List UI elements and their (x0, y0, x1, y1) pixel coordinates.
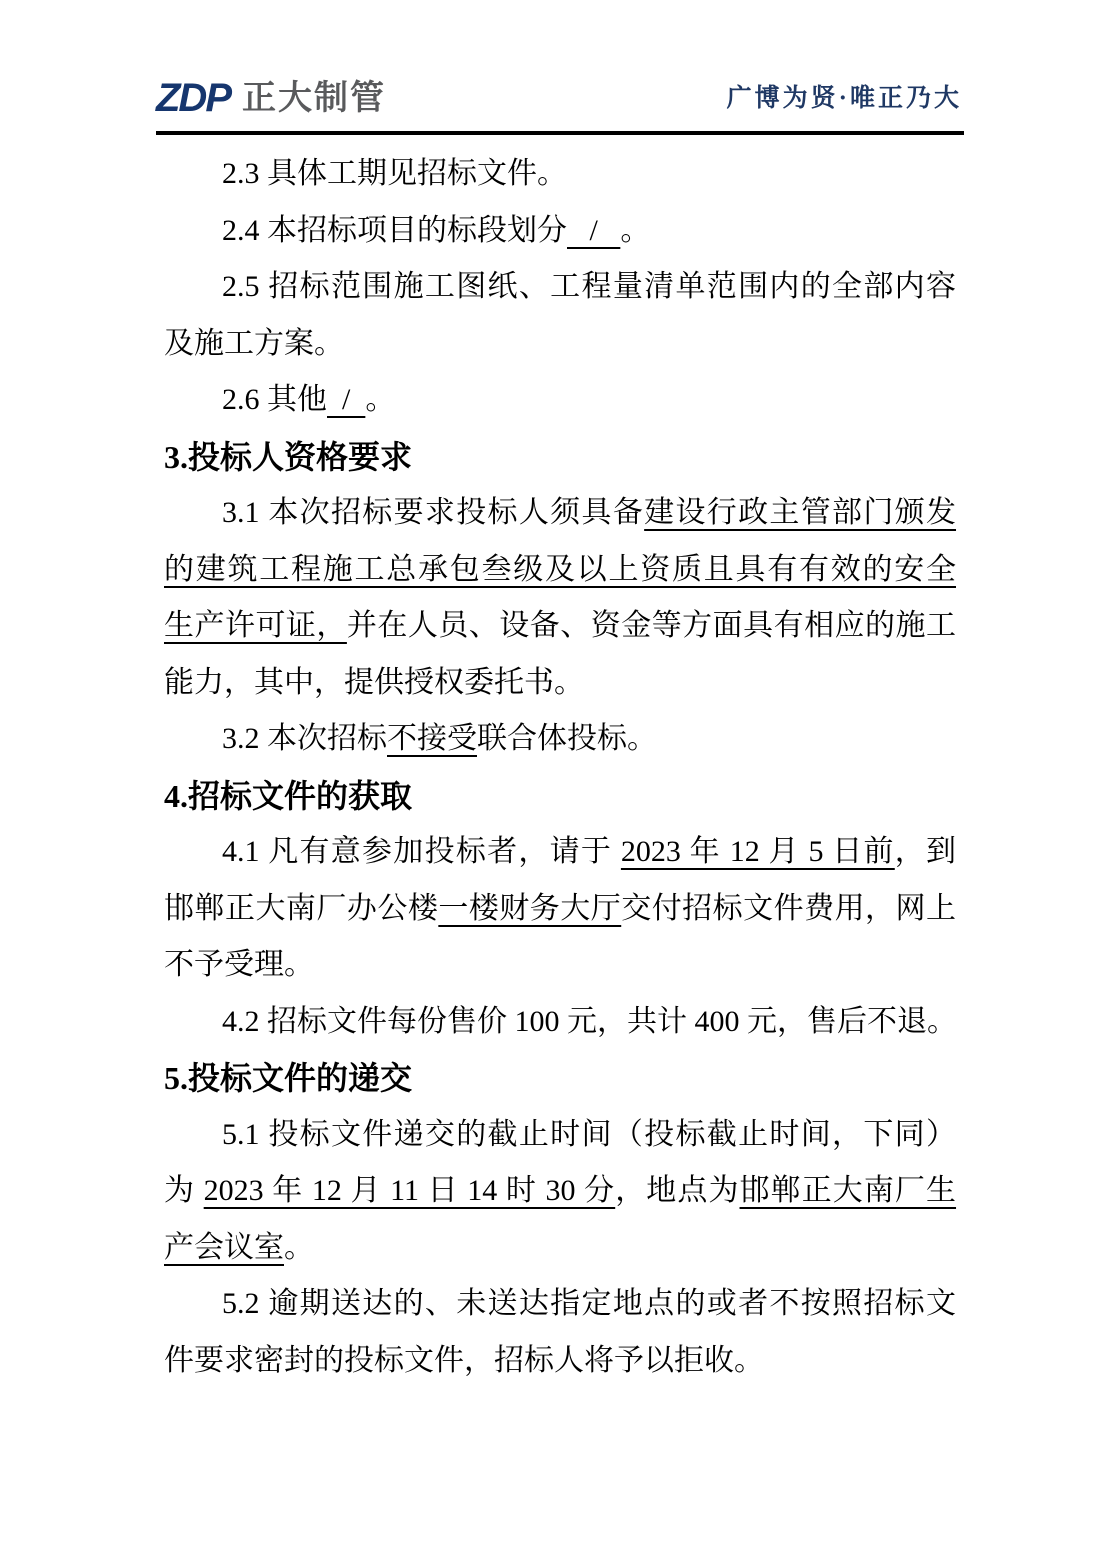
heading-line (164, 1050, 956, 1107)
logo-company-name: 正大制管 (242, 79, 386, 117)
text-segment: 3.1 本次招标要求投标人须具备 (222, 496, 645, 529)
underlined-text: 的建筑工程施工总承包叁级及以上资质且具有有效的安全 (164, 552, 956, 586)
text-segment: 。 (620, 213, 651, 247)
section-heading (164, 768, 956, 825)
paragraph (164, 824, 956, 994)
header-divider (156, 131, 964, 135)
text-line (164, 881, 956, 938)
text-line (164, 1276, 956, 1333)
text-line (164, 146, 956, 203)
text-line (164, 994, 956, 1051)
text-segment: 件要求密封的投标文件，招标人将予以拒收。 (164, 1343, 764, 1377)
text-segment: 交付招标文件费用，网上 (621, 891, 957, 925)
text-segment: 2.5 招标范围施工图纸、工程量清单范围内的全部内容 (222, 270, 956, 303)
logo-zdp-mark: ZDP (156, 76, 230, 120)
text-segment: 。 (365, 383, 396, 416)
text-segment: 2.4 本招标项目的标段划分 (222, 213, 567, 247)
text-line (164, 824, 956, 881)
text-segment: 3.2 本次招标 (222, 722, 387, 755)
section-heading (164, 429, 956, 486)
text-line (164, 655, 956, 712)
paragraph (164, 372, 956, 429)
underlined-text: / (327, 383, 366, 416)
underlined-text: 邯郸正大南厂生 (739, 1174, 957, 1207)
text-line (164, 598, 956, 655)
text-segment: 并在人员、设备、资金等方面具有相应的施工 (346, 609, 957, 642)
paragraph (164, 203, 956, 260)
text-segment: 2.3 具体工期见招标文件。 (222, 157, 567, 190)
text-segment: 2.6 其他 (222, 383, 327, 416)
paragraph (164, 711, 956, 768)
text-line (164, 1163, 956, 1220)
text-line (164, 711, 956, 768)
text-line (164, 316, 956, 373)
paragraph (164, 994, 956, 1051)
text-segment: 4.招标文件的获取 (164, 777, 413, 814)
text-segment: 能力，其中，提供授权委托书。 (164, 665, 584, 699)
heading-line (164, 429, 956, 486)
company-logo (156, 78, 386, 118)
text-line (164, 203, 956, 260)
page-header (156, 78, 962, 118)
text-segment: 。 (284, 1230, 314, 1264)
text-segment: 3.投标人资格要求 (164, 438, 413, 475)
text-segment: 5.2 逾期送达的、未送达指定地点的或者不按照招标文 (222, 1287, 956, 1320)
document-body (164, 146, 956, 1389)
text-segment: 4.1 凡有意参加投标者，请于 (222, 835, 621, 868)
paragraph (164, 259, 956, 372)
underlined-text: 2023 年 12 月 5 日前 (620, 835, 895, 868)
text-line (164, 1220, 956, 1277)
text-line (164, 485, 956, 542)
text-segment: 5.1 投标文件递交的截止时间（投标截止时间，下同） (222, 1117, 956, 1151)
underlined-text: 2023 年 12 月 11 日 14 时 30 分 (203, 1174, 616, 1207)
text-line (164, 259, 956, 316)
company-slogan: 广博为贤·唯正乃大 (726, 84, 962, 112)
text-segment: 邯郸正大南厂办公楼 (164, 891, 439, 925)
text-line (164, 372, 956, 429)
paragraph (164, 1107, 956, 1277)
underlined-text: 一楼财务大厅 (438, 891, 622, 925)
text-segment: 4.2 招标文件每份售价 100 元，共计 400 元，售后不退。 (222, 1004, 957, 1038)
paragraph (164, 485, 956, 711)
text-segment: 不予受理。 (164, 948, 314, 981)
paragraph (164, 1276, 956, 1389)
text-line (164, 1333, 956, 1390)
text-segment: ，地点为 (615, 1174, 740, 1207)
paragraph (164, 146, 956, 203)
underlined-text: 产会议室 (164, 1230, 284, 1264)
text-segment: 及施工方案。 (164, 326, 344, 360)
text-segment: 5.投标文件的递交 (164, 1060, 413, 1096)
underlined-text: 建设行政主管部门颁发 (644, 496, 957, 529)
text-line (164, 1107, 956, 1164)
text-line (164, 542, 956, 599)
underlined-text: 生产许可证， (164, 609, 347, 642)
text-line (164, 937, 956, 994)
underlined-text: 不接受 (387, 722, 477, 755)
heading-line (164, 768, 956, 825)
text-segment: 为 (164, 1174, 204, 1207)
text-segment: 联合体投标。 (477, 722, 657, 755)
section-heading (164, 1050, 956, 1107)
underlined-text: / (567, 213, 621, 247)
text-segment: ，到 (894, 835, 957, 868)
